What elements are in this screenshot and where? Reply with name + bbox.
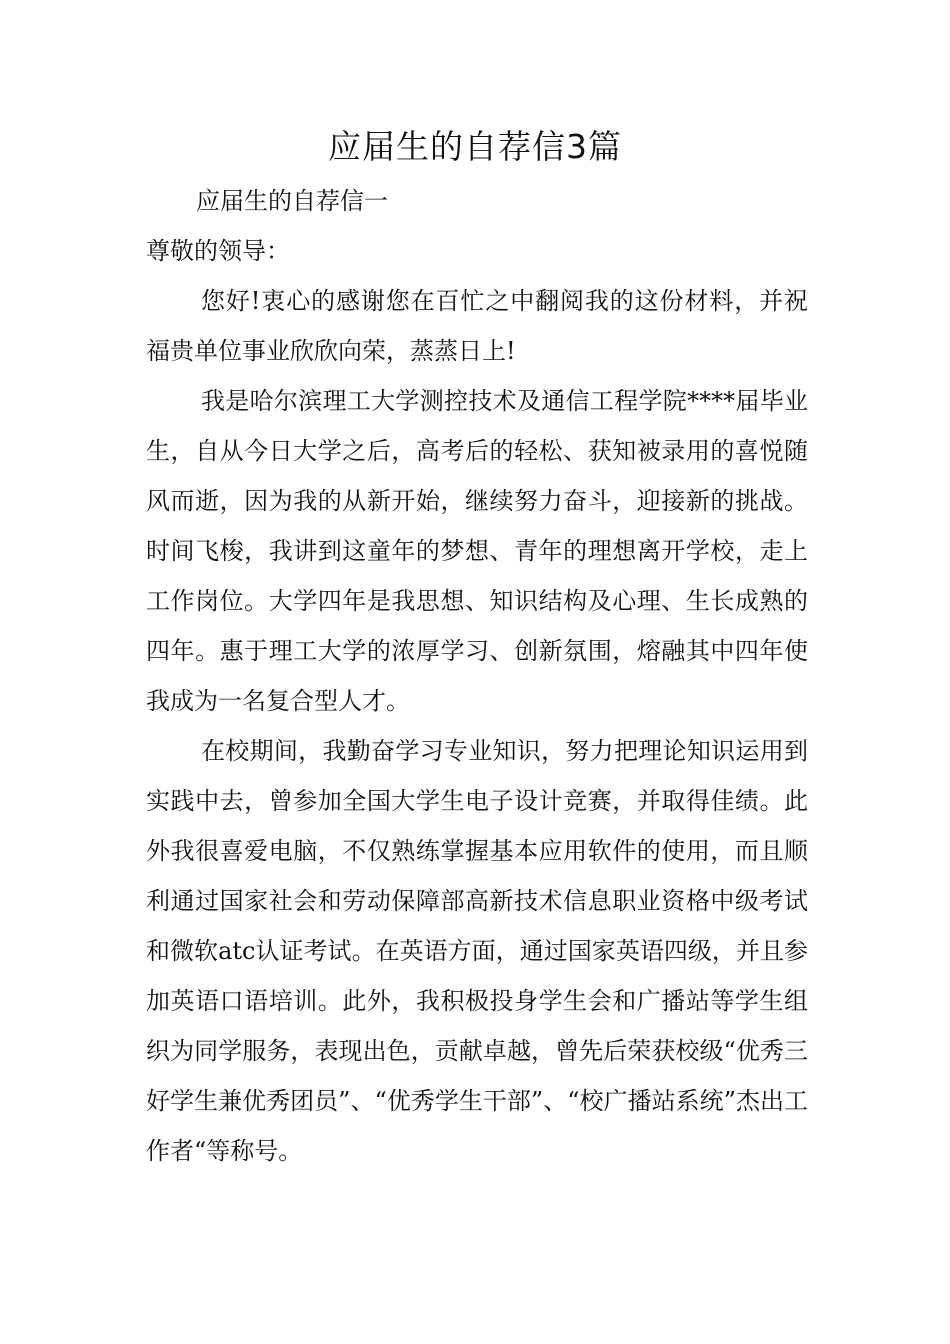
letter-body	[146, 176, 808, 1176]
document-title: 应届生的自荐信3篇	[328, 127, 622, 166]
letter-subtitle: 应届生的自荐信一	[196, 187, 388, 215]
letter-salutation: 尊敬的领导：	[146, 237, 290, 265]
paragraph-introduction: 我是哈尔滨理工大学测控技术及通信工程学院****届毕业生，自从今日大学之后，高考后的轻松、获知被录用的喜悦随风而逝，因为我的从新开始，继续努力奋斗，迎接新的挑战。时间飞梭，我讲到这童年的梦想、青年的理想离开学校，走上工作岗位。大学四年是我思想、知识结构及心理、生长成熟的四年。惠于理工大学的浓厚学习、创新氛围，熔融其中四年使我成为一名复合型人才。	[146, 387, 808, 715]
paragraph-greeting: 您好!衷心的感谢您在百忙之中翻阅我的这份材料，并祝福贵单位事业欣欣向荣，蒸蒸日上!	[146, 287, 808, 365]
paragraph-achievements: 在校期间，我勤奋学习专业知识，努力把理论知识运用到实践中去，曾参加全国大学生电子设计竞赛，并取得佳绩。此外我很喜爱电脑，不仅熟练掌握基本应用软件的使用，而且顺利通过国家社会和劳动保障部高新技术信息职业资格中级考试和微软atc认证考试。在英语方面，通过国家英语四级，并且参加英语口语培训。此外，我积极投身学生会和广播站等学生组织为同学服务，表现出色，贡献卓越，曾先后荣获校级“优秀三好学生兼优秀团员”、“优秀学生干部”、“校广播站系统”杰出工作者“等称号。	[146, 737, 808, 1165]
